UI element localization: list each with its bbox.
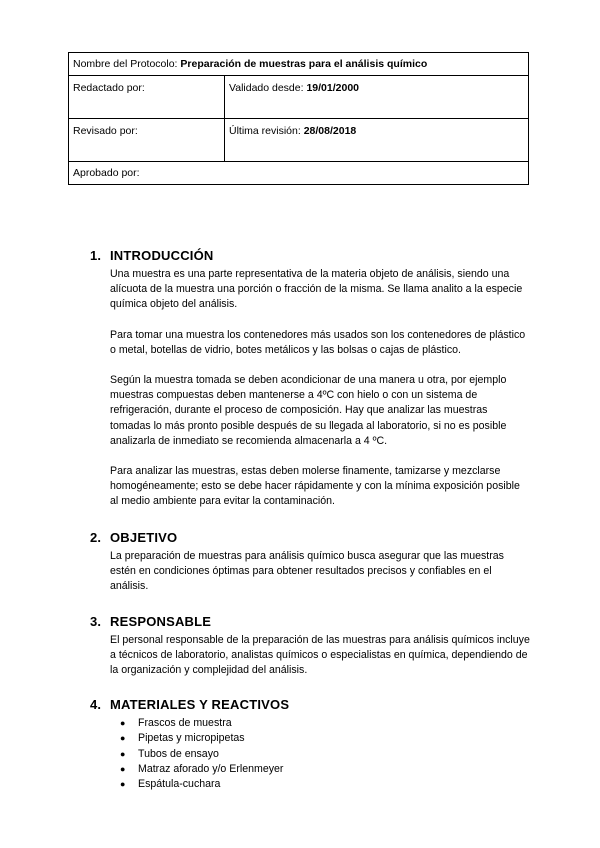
bullet-icon: ● (120, 779, 126, 790)
bullet-icon: ● (120, 718, 126, 728)
protocol-name-row (69, 53, 529, 76)
section-title: MATERIALES Y REACTIVOS (110, 697, 290, 712)
list-item-text: Tubos de ensayo (138, 747, 219, 760)
section-title: RESPONSABLE (110, 614, 212, 629)
revision-label: Última revisión: (229, 125, 301, 137)
paragraph: Según la muestra tomada se deben acondicionar de una manera u otra, por ejemplo muestras compuestas deben mantenerse a 4ºC con hielo o con un sistema de refrigeración, durante el proceso de composición. Hay que analizar las muestras tomadas lo más pronto posible después de su llegada al laboratorio, si no es posible analizarla de inmediato se recomienda almacenarla a 4 ºC. (110, 374, 507, 447)
paragraph: Para analizar las muestras, estas deben molerse finamente, tamizarse y mezclarse homogéneamente; esto se debe hacer rápidamente y con la mínima exposición posible al medio ambiente para evitar la contaminación. (110, 465, 520, 508)
materials-list (120, 716, 289, 792)
list-item (120, 747, 289, 762)
aprobado-label: Aprobado por: (73, 167, 140, 179)
list-item-text: Frascos de muestra (138, 717, 232, 729)
revision-cell (225, 119, 529, 162)
section-heading (90, 614, 530, 629)
section-title: INTRODUCCIÓN (110, 248, 214, 263)
section-objetivo (90, 530, 530, 610)
section-heading (90, 530, 530, 545)
validado-value: 19/01/2000 (306, 82, 360, 94)
paragraph: El personal responsable de la preparación de las muestras para análisis químicos incluye a técnicos de laboratorio, analistas químicos o especialistas en química, dependiendo de la organización y complejidad del análisis. (110, 634, 530, 677)
bullet-icon: ● (120, 763, 126, 774)
section-introduccion (90, 248, 530, 525)
aprobado-cell (69, 162, 529, 185)
section-number: 4. (90, 697, 102, 712)
protocol-name-value: Preparación de muestras para el análisis químico (180, 58, 428, 70)
redactado-row (69, 76, 529, 119)
protocol-name-cell (69, 53, 529, 76)
revision-value: 28/08/2018 (303, 125, 357, 137)
section-heading (90, 248, 530, 263)
redactado-cell (69, 76, 225, 119)
section-heading (90, 697, 289, 712)
section-responsable (90, 614, 530, 694)
revisado-label: Revisado por: (73, 125, 138, 137)
revisado-row (69, 119, 529, 162)
bullet-icon: ● (120, 733, 126, 744)
protocol-name-label: Nombre del Protocolo: (73, 58, 178, 70)
protocol-header-table (68, 52, 529, 185)
section-materiales (90, 697, 289, 792)
list-item-text: Pipetas y micropipetas (138, 732, 245, 745)
section-text (110, 633, 530, 679)
bullet-icon: ● (120, 748, 126, 759)
section-number: 3. (90, 614, 102, 629)
revisado-cell (69, 119, 225, 162)
list-item (120, 777, 289, 792)
paragraph: Para tomar una muestra los contenedores más usados son los contenedores de plástico o metal, botellas de vidrio, botes metálicos y las bolsas o cajas de plástico. (110, 328, 526, 356)
list-item (120, 731, 289, 746)
section-number: 1. (90, 248, 102, 263)
paragraph: La preparación de muestras para análisis químico busca asegurar que las muestras estén en condiciones óptimas para obtener resultados precisos y confiables en el análisis. (110, 550, 504, 593)
aprobado-row (69, 162, 529, 185)
section-text (110, 549, 530, 595)
paragraph: Una muestra es una parte representativa de la materia objeto de análisis, siendo una alícuota de la muestra una porción o fracción de la misma. Se llama analito a la especie química objeto del análisis. (110, 268, 523, 311)
section-text (110, 267, 530, 510)
validado-label: Validado desde: (229, 82, 304, 94)
validado-cell (225, 76, 529, 119)
list-item-text: Matraz aforado y/o Erlenmeyer (138, 762, 284, 775)
section-number: 2. (90, 530, 102, 545)
list-item (120, 716, 289, 731)
section-title: OBJETIVO (110, 530, 178, 545)
list-item (120, 762, 289, 777)
redactado-label: Redactado por: (73, 82, 145, 94)
list-item-text: Espátula-cuchara (138, 778, 221, 791)
